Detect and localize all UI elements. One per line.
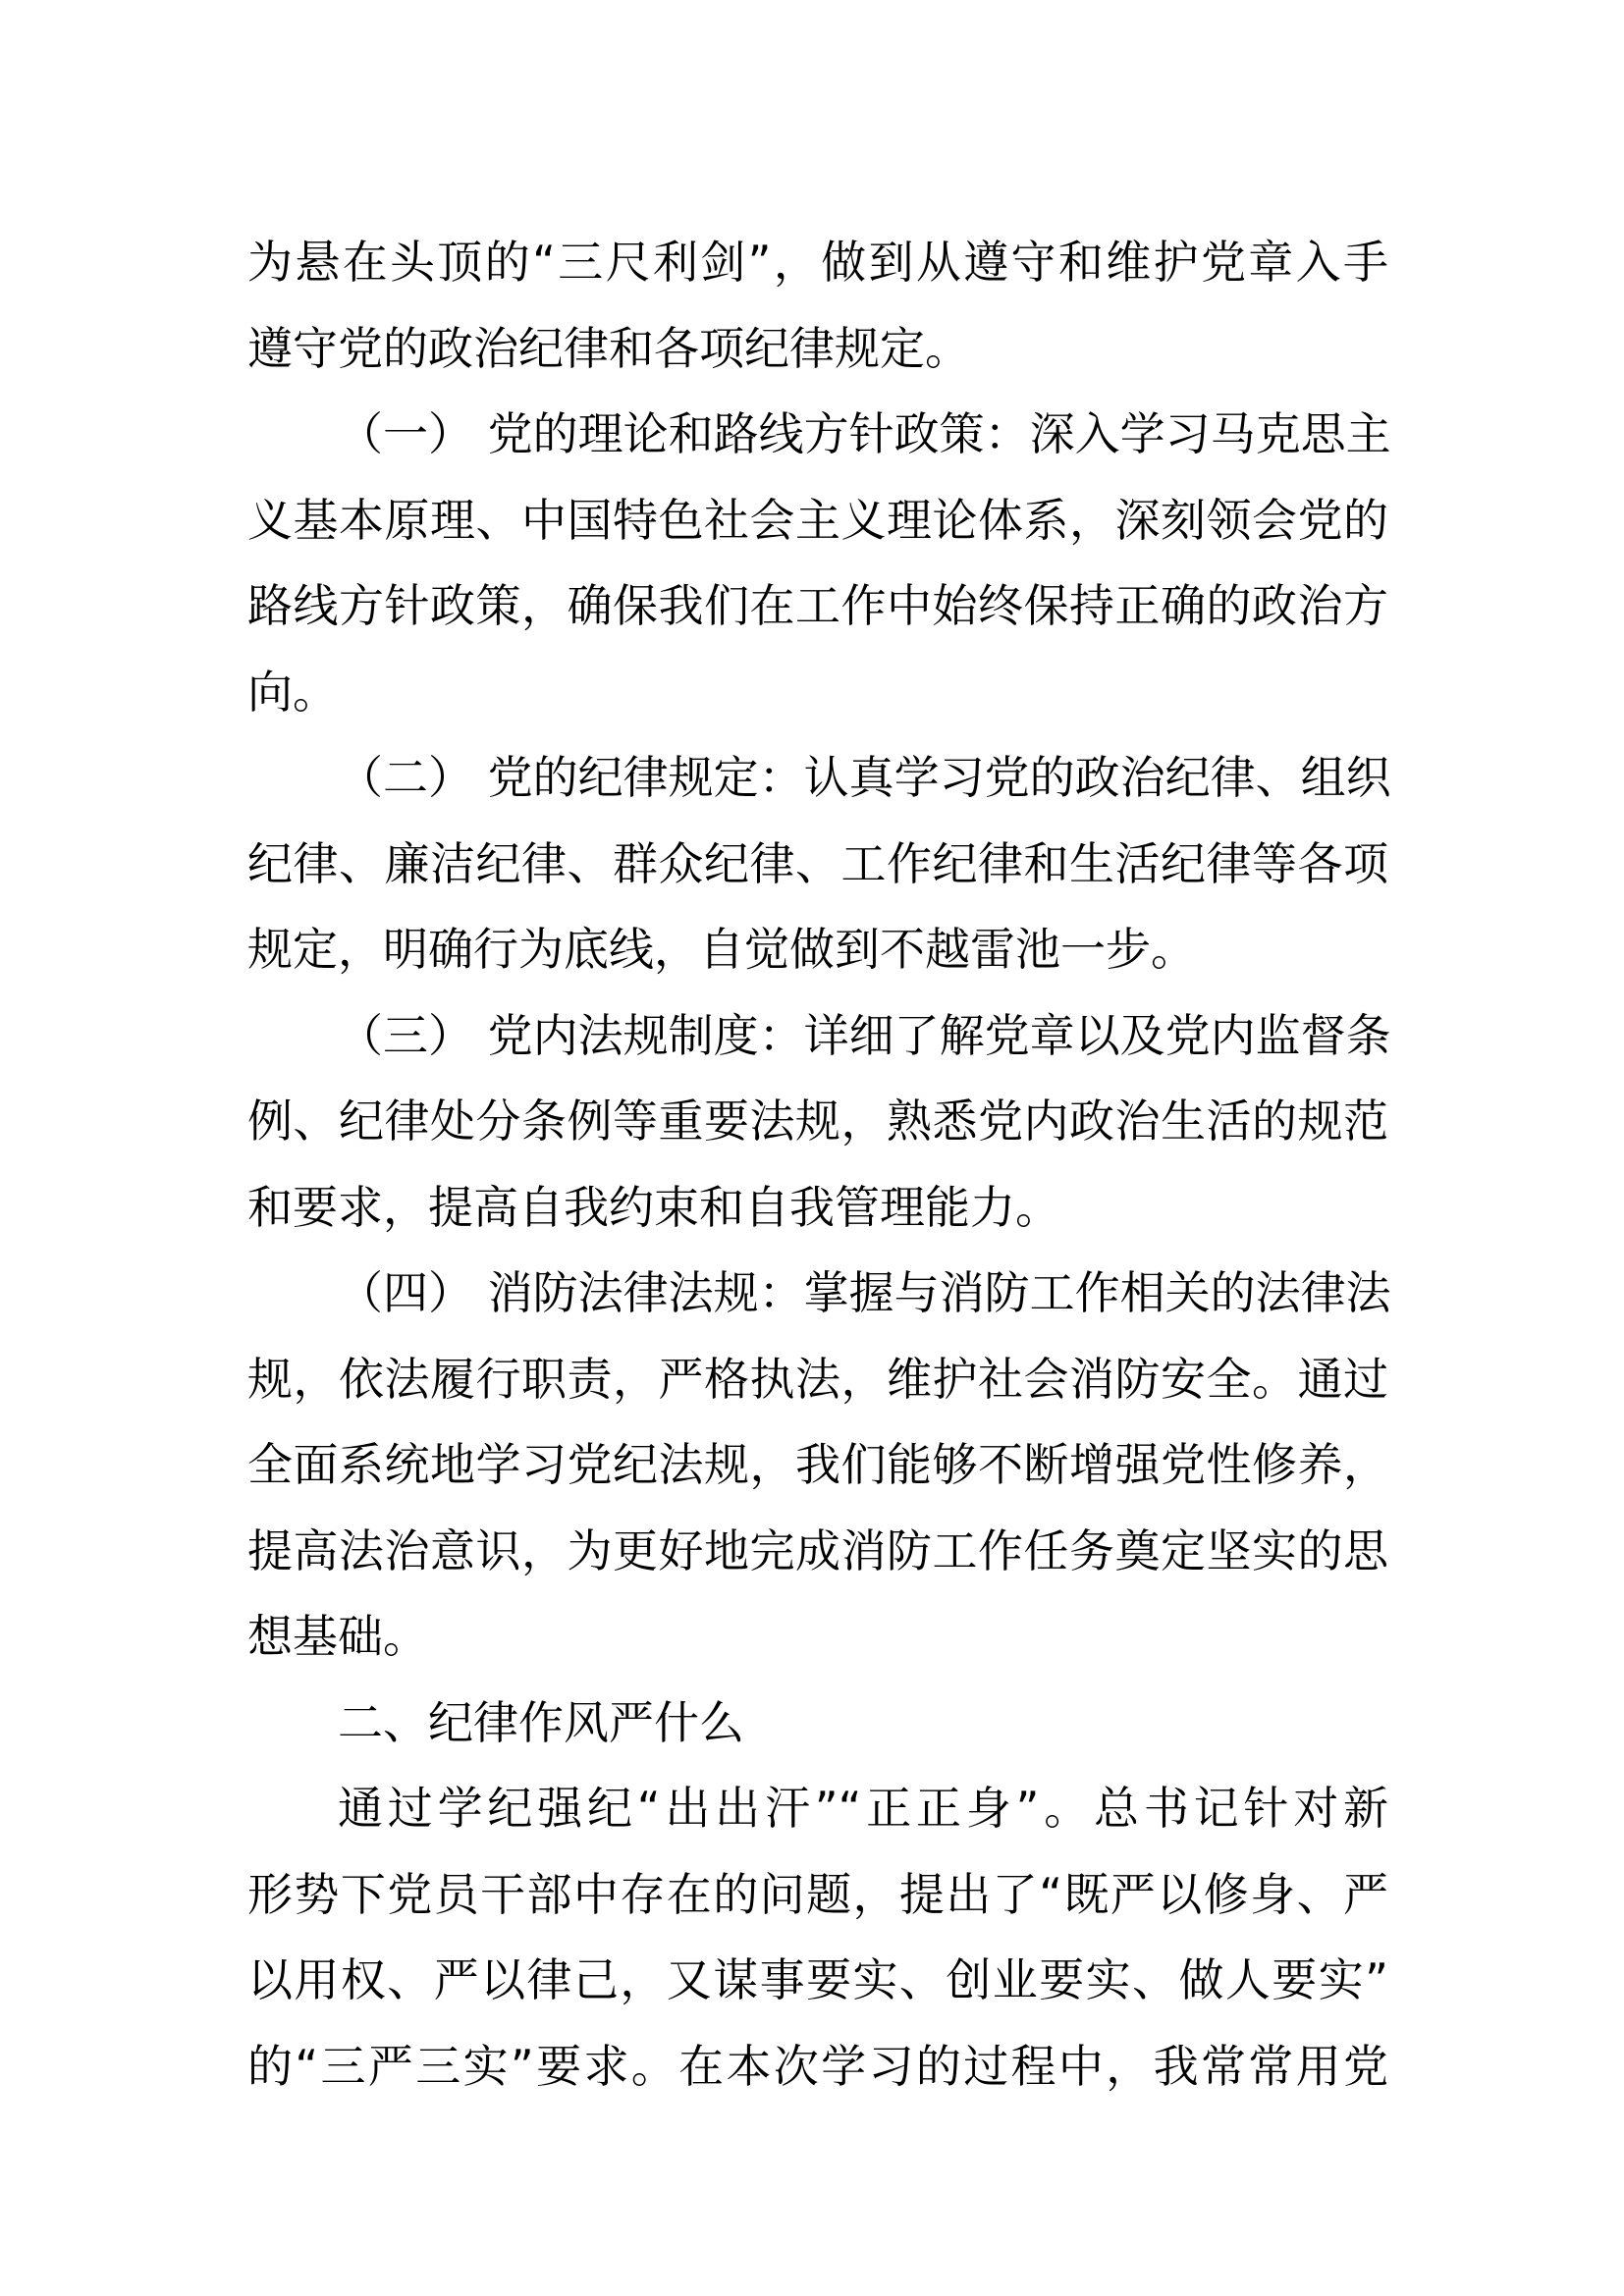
text-line: 规定，明确行为底线，自觉做到不越雷池一步。 [247,923,1196,976]
text-line: 规，依法履行职责，严格执法，维护社会消防安全。通过 [247,1352,1388,1406]
text-line: 通过学纪强纪“出出汗”“正正身”。总书记针对新 [338,1782,1388,1835]
text-line: （二） 党的纪律规定：认真学习党的政治纪律、组织 [338,751,1391,804]
text-line: 二、纪律作风严什么 [338,1695,744,1749]
text-line: 形势下党员干部中存在的问题，提出了“既严以修身、严 [247,1867,1388,1921]
text-line: 提高法治意识，为更好地完成消防工作任务奠定坚实的思 [247,1523,1388,1577]
text-line: 以用权、严以律己，又谋事要实、创业要实、做人要实” [247,1953,1388,2006]
text-line: 遵守党的政治纪律和各项纪律规定。 [247,321,970,375]
document-body [247,220,1391,2109]
text-line: 例、纪律处分条例等重要法规，熟悉党内政治生活的规范 [247,1095,1388,1148]
text-line: 的“三严三实”要求。在本次学习的过程中，我常常用党 [247,2039,1388,2093]
text-line: 全面系统地学习党纪法规，我们能够不断增强党性修养， [247,1438,1388,1491]
text-line: 义基本原理、中国特色社会主义理论体系，深刻领会党的 [247,493,1388,547]
text-line: （三） 党内法规制度：详细了解党章以及党内监督条 [338,1008,1391,1062]
text-line: 和要求，提高自我约束和自我管理能力。 [247,1180,1060,1234]
text-line: 路线方针政策，确保我们在工作中始终保持正确的政治方 [247,579,1388,632]
text-line: （四） 消防法律法规：掌握与消防工作相关的法律法 [338,1266,1391,1319]
text-line: 向。 [247,665,338,719]
text-line: 为悬在头顶的“三尺利剑”，做到从遵守和维护党章入手 [247,236,1388,289]
text-line: （一） 党的理论和路线方针政策：深入学习马克思主 [338,407,1391,460]
text-line: 纪律、廉洁纪律、群众纪律、工作纪律和生活纪律等各项 [247,836,1388,890]
text-line: 想基础。 [247,1610,428,1663]
